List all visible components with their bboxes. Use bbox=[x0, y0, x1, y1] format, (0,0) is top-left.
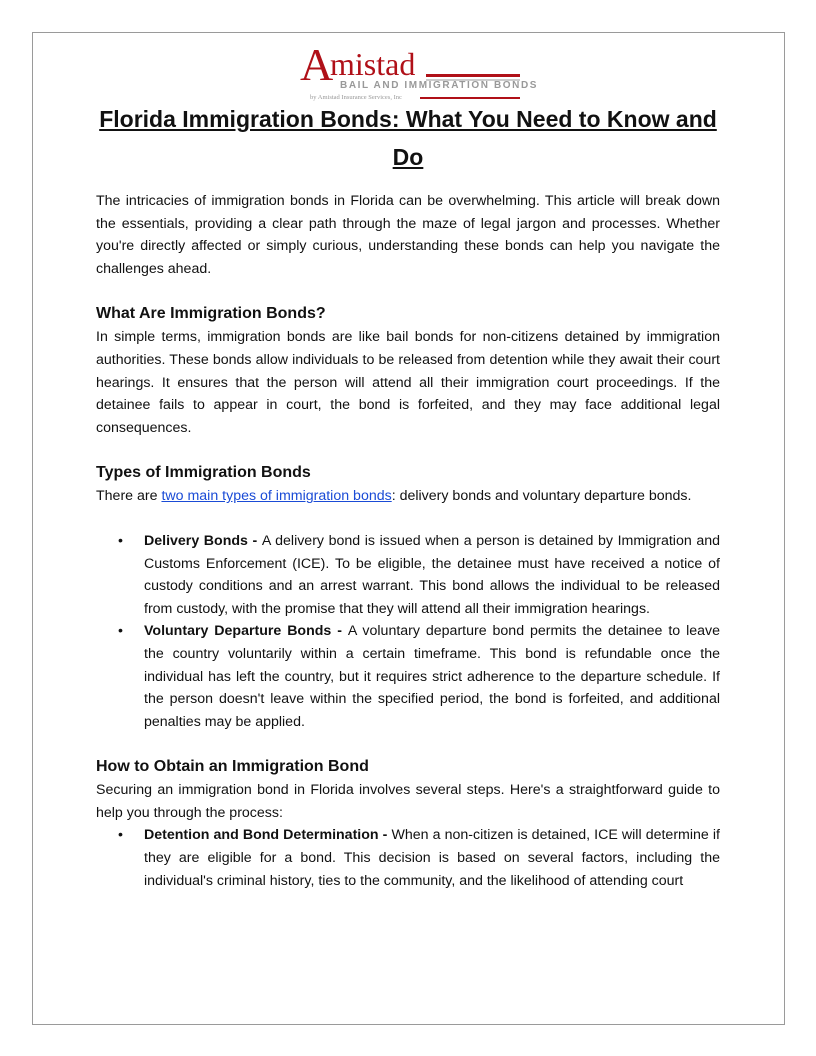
bond-types-list bbox=[96, 530, 720, 733]
list-item: • Detention and Bond Determination - When a non-citizen is detained, ICE will determine if they are eligible for a bond. This decision is based on several factors, including the individual's criminal history, ties to the community, and the likelihood of attending court bbox=[96, 824, 720, 892]
list-item: • Voluntary Departure Bonds - A voluntary departure bond permits the detainee to leave the country voluntarily within a certain timeframe. This bond is refundable once the individual has left the country, but it requires strict adherence to the departure schedule. If the person doesn't leave within the specified period, the bond is forfeited, and additional penalties may be applied. bbox=[96, 620, 720, 733]
types-of-bonds-link[interactable]: two main types of immigration bonds bbox=[161, 488, 392, 505]
section-paragraph: In simple terms, immigration bonds are like bail bonds for non-citizens detained by immigration authorities. These bonds allow individuals to be released from detention while they await their court hearings. It ensures that the person will attend all their immigration court proceedings. If the detainee fails to appear in court, the bond is forfeited, and they may face additional legal consequences. bbox=[96, 329, 720, 436]
amistad-logo: A mistad BAIL AND IMMIGRATION BONDS by Amistad Insurance Services, Inc bbox=[300, 39, 539, 101]
section-heading: How to Obtain an Immigration Bond bbox=[96, 758, 369, 776]
section-paragraph: Securing an immigration bond in Florida involves several steps. Here's a straightforward guide to help you through the process: bbox=[96, 782, 720, 821]
document-body bbox=[96, 100, 720, 892]
section-heading: Types of Immigration Bonds bbox=[96, 464, 311, 482]
section-heading: What Are Immigration Bonds? bbox=[96, 305, 326, 323]
steps-list bbox=[96, 824, 720, 892]
list-item: • Delivery Bonds - A delivery bond is issued when a person is detained by Immigration and Customs Enforcement (ICE). To be eligible, the detainee must have received a notice of custody conditions and an arrest warrant. This bond allows the individual to be released from custody, with the promise that they will attend all their immigration hearings. bbox=[96, 530, 720, 620]
intro-paragraph: The intricacies of immigration bonds in Florida can be overwhelming. This article will break down the essentials, providing a clear path through the maze of legal jargon and processes. Whether you're directly affected or simply curious, understanding these bonds can help you navigate the challenges ahead. bbox=[96, 193, 720, 277]
page-title: Florida Immigration Bonds: What You Need to Know and Do bbox=[99, 106, 717, 170]
section-paragraph: There are two main types of immigration bonds: delivery bonds and voluntary departure bonds. bbox=[96, 488, 692, 505]
